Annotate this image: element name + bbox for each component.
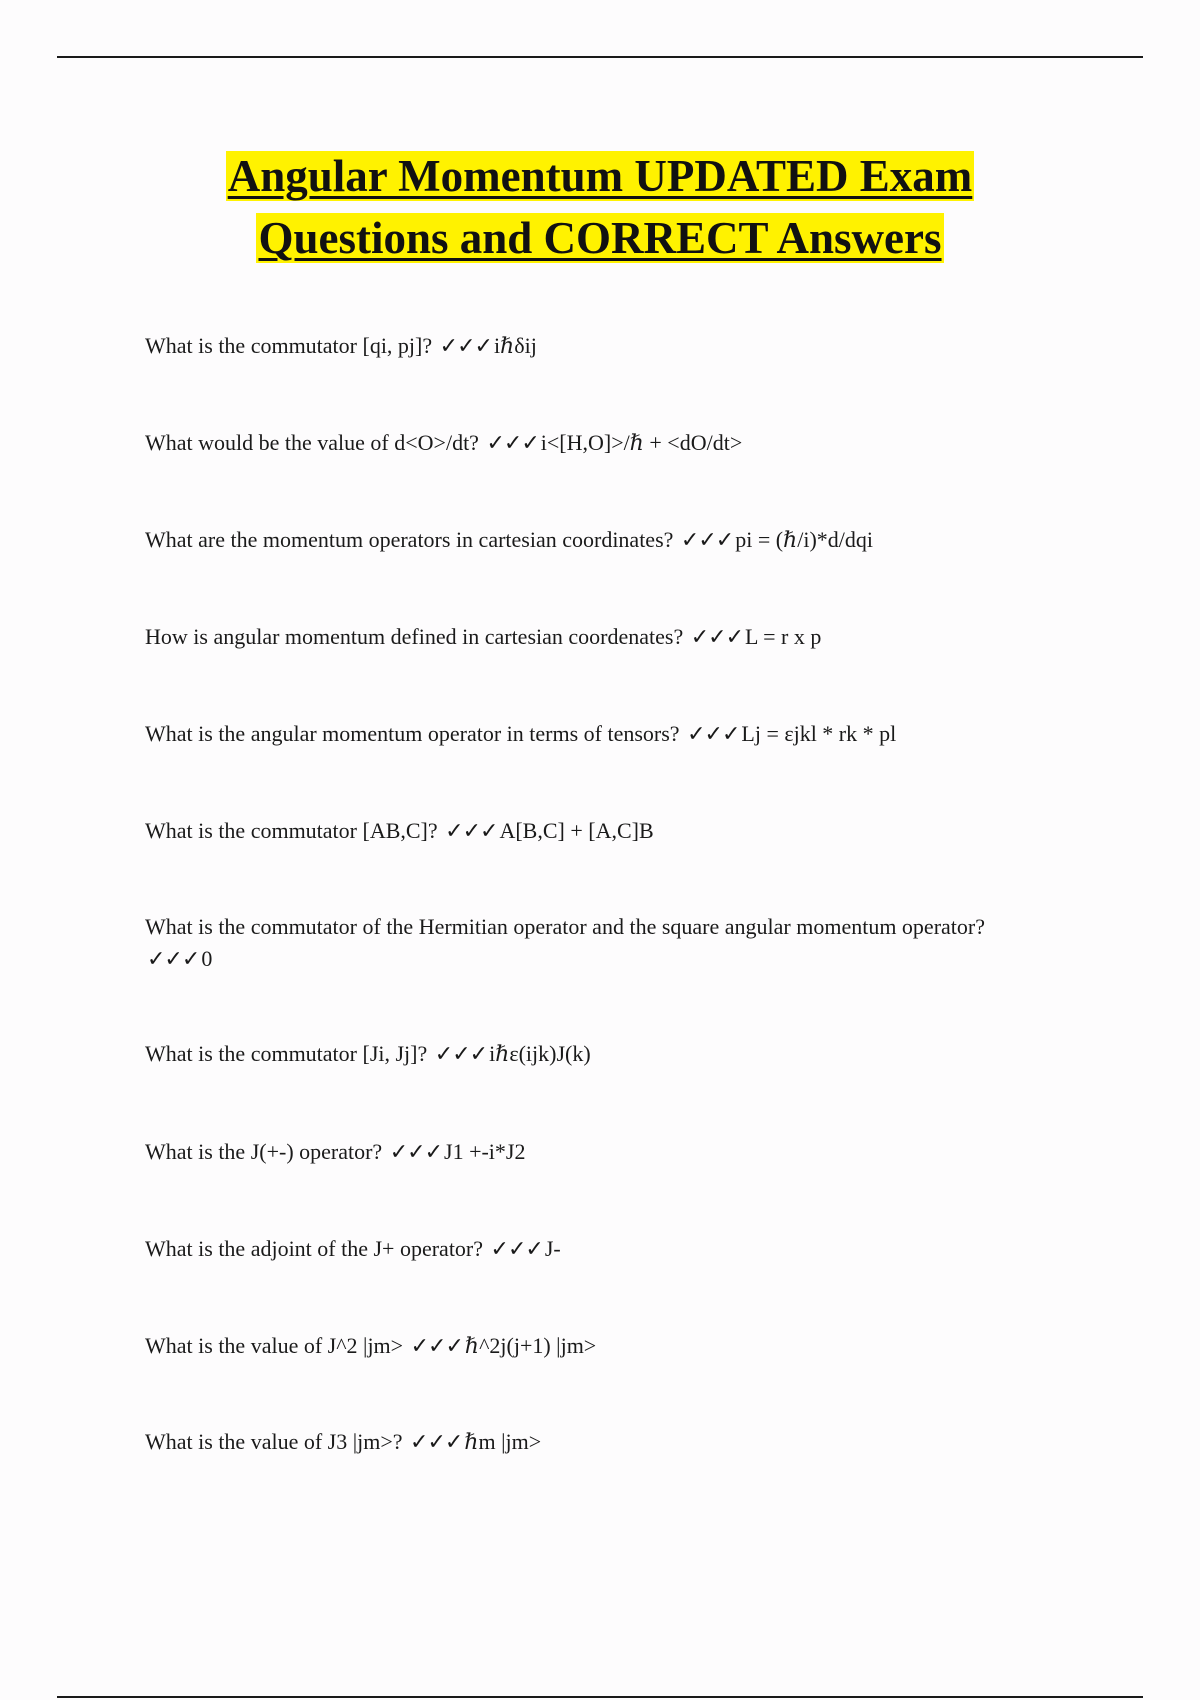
answer-text: iℏδij [493,333,537,358]
triple-check-icon: ✓✓✓ [445,819,498,844]
answer-text: pi = (ℏ/i)*d/dqi [735,527,874,552]
qa-item [145,1136,1005,1169]
qa-item [145,1330,1005,1363]
answer-text: J1 +-i*J2 [444,1139,526,1164]
question-text: What is the value of J^2 |jm> [145,1333,404,1358]
answer-text: Lj = εjkl * rk * pl [741,721,897,746]
answer-text: A[B,C] + [A,C]B [499,818,654,843]
triple-check-icon: ✓✓✓ [687,722,740,747]
answer-text: J- [544,1236,561,1261]
qa-item [145,718,1005,751]
answer-text: ℏ^2j(j+1) |jm> [464,1333,597,1358]
qa-item [145,427,1005,460]
title-line-2: Questions and CORRECT Answers [258,213,942,263]
qa-item [145,621,1005,654]
triple-check-icon: ✓✓✓ [690,625,744,650]
triple-check-icon: ✓✓✓ [147,947,200,972]
header-rule [57,56,1143,58]
answer-text: 0 [201,946,213,971]
question-text: How is angular momentum defined in cartesian coordenates? [145,624,684,649]
triple-check-icon: ✓✓✓ [486,431,539,456]
triple-check-icon: ✓✓✓ [389,1140,443,1165]
question-text: What is the commutator [AB,C]? [145,818,438,843]
answer-text: ℏm |jm> [464,1429,542,1454]
triple-check-icon: ✓✓✓ [410,1334,463,1359]
title-line-1: Angular Momentum UPDATED Exam [227,151,973,201]
question-text: What is the angular momentum operator in terms of tensors? [145,721,680,746]
question-text: What is the commutator [Ji, Jj]? [145,1041,428,1066]
triple-check-icon: ✓✓✓ [490,1237,543,1262]
triple-check-icon: ✓✓✓ [439,334,492,359]
triple-check-icon: ✓✓✓ [410,1430,463,1455]
question-text: What is the commutator of the Hermitian operator and the square angular momentum operator? [145,914,985,939]
question-text: What is the commutator [qi, pj]? [145,333,433,358]
qa-item [145,330,1005,363]
qa-item [145,815,1005,848]
question-text: What is the value of J3 |jm>? [145,1429,403,1454]
question-text: What are the momentum operators in cartesian coordinates? [145,527,674,552]
qa-item [145,1233,1005,1266]
qa-item [145,1038,1005,1071]
answer-text: L = r x p [745,624,822,649]
footer-rule [57,1696,1143,1698]
triple-check-icon: ✓✓✓ [680,528,734,553]
document-title [100,145,1100,269]
answer-text: i<[H,O]>/ℏ + <dO/dt> [540,430,743,455]
answer-text: iℏε(ijk)J(k) [489,1041,591,1066]
question-text: What is the adjoint of the J+ operator? [145,1236,484,1261]
question-text: What is the J(+-) operator? [145,1139,383,1164]
qa-item [145,1426,1005,1459]
question-text: What would be the value of d<O>/dt? [145,430,479,455]
triple-check-icon: ✓✓✓ [434,1042,488,1067]
qa-item [145,524,1005,557]
qa-item [145,911,1005,976]
